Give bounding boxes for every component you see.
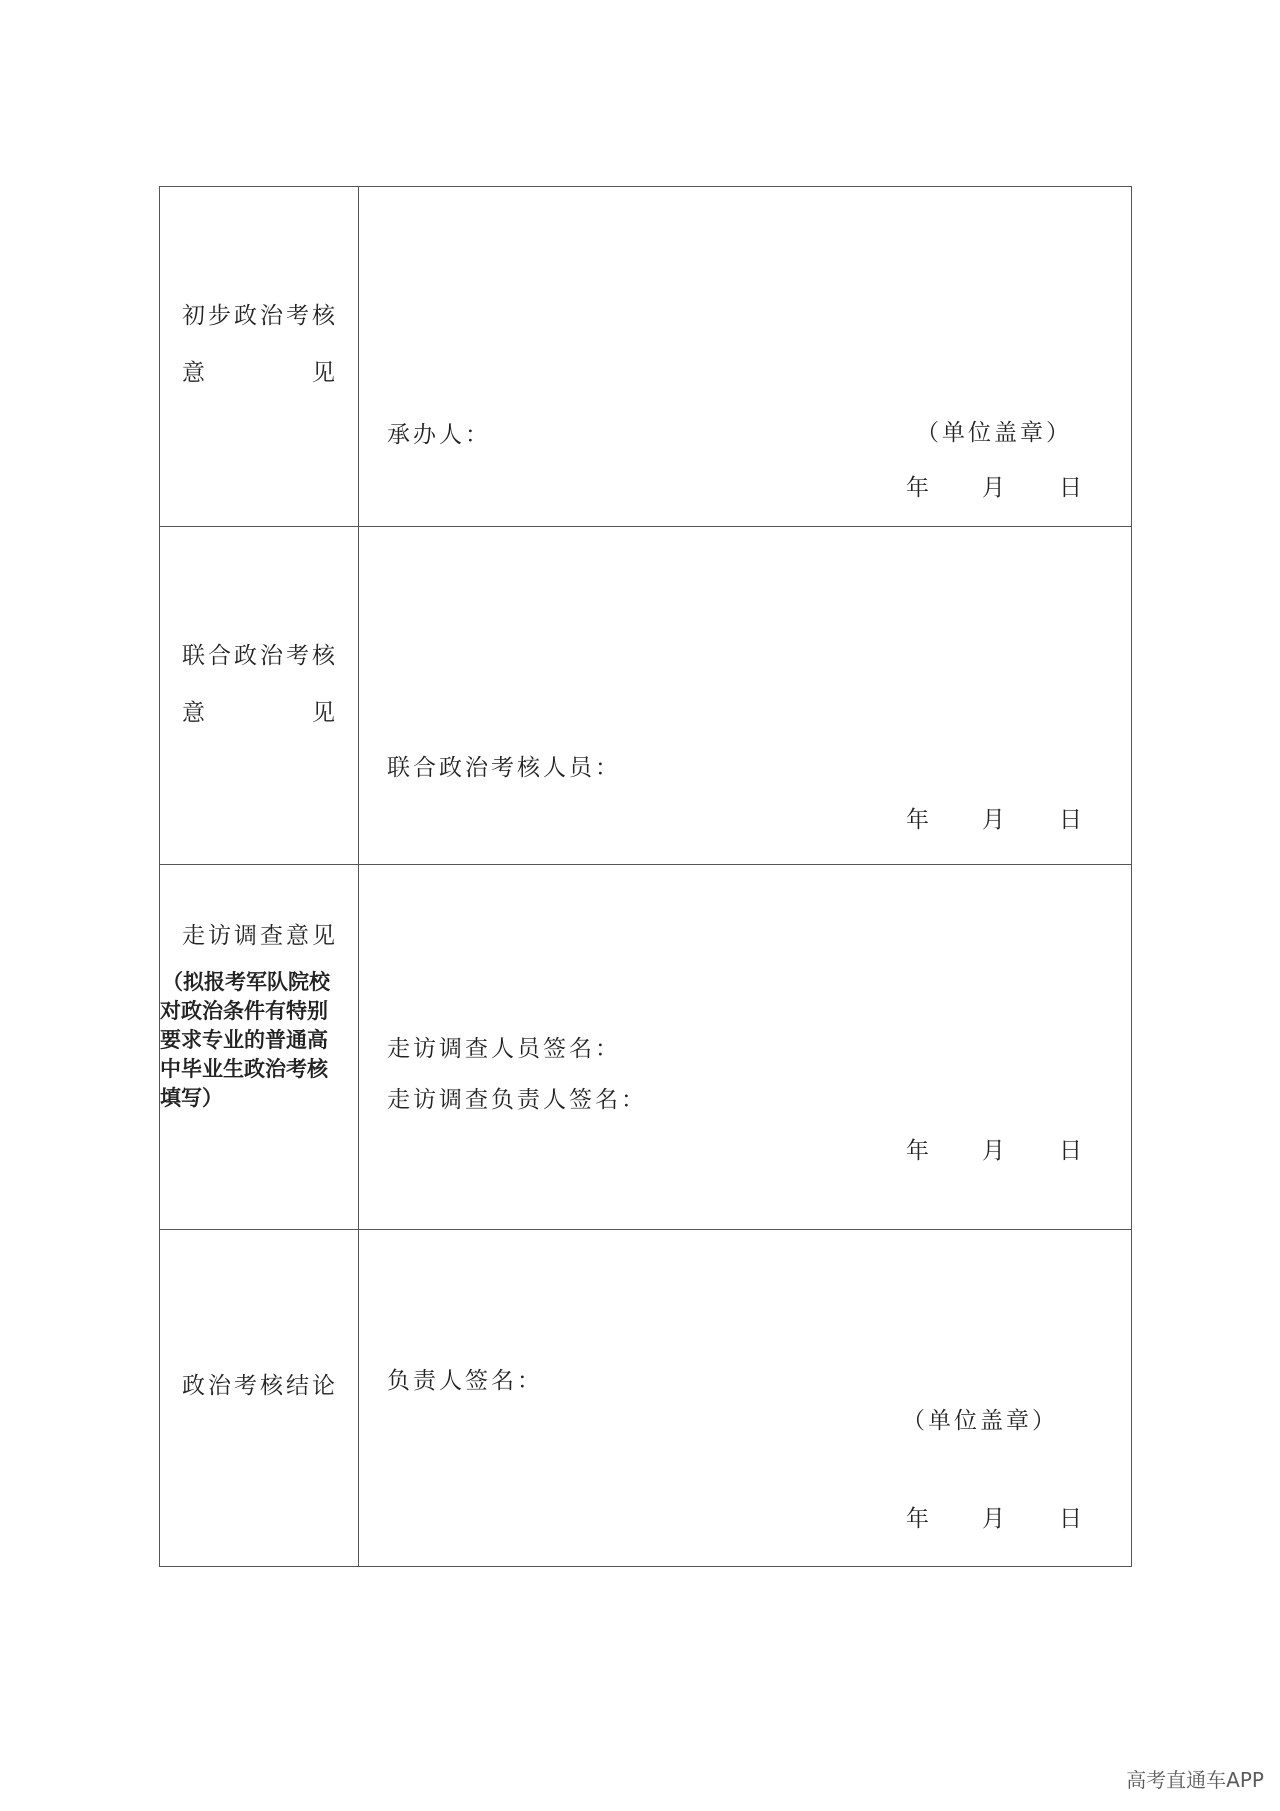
date-month-label: 月 (982, 475, 1008, 501)
date-month-label: 月 (982, 1506, 1008, 1532)
label-opinion-yi: 意 (182, 700, 208, 726)
date-day-label: 日 (1059, 475, 1085, 501)
unit-seal-label: （单位盖章） (916, 420, 1072, 446)
date-year-label: 年 (906, 475, 932, 501)
date-day-label: 日 (1059, 1506, 1085, 1532)
unit-seal-label: （单位盖章） (902, 1408, 1058, 1434)
app-watermark: 高考直通车APP (1126, 1768, 1264, 1792)
visitor-sign-label: 走访调查人员签名： (387, 1036, 621, 1062)
row-joint-political-review (160, 527, 1131, 865)
label-opinion-yi: 意 (182, 360, 208, 386)
date-month-label: 月 (982, 807, 1008, 833)
visit-lead-sign-label: 走访调查负责人签名： (387, 1087, 647, 1113)
label-cell-initial-review (160, 187, 359, 526)
row-visit-investigation (160, 865, 1131, 1230)
content-cell-visit-investigation[interactable] (359, 865, 1131, 1229)
joint-reviewer-label: 联合政治考核人员： (387, 755, 621, 781)
visit-note-line-2: 对政治条件有特别 (160, 999, 328, 1023)
lead-sign-label: 负责人签名： (387, 1368, 543, 1394)
political-review-form-table (159, 186, 1132, 1567)
date-year-label: 年 (906, 1506, 932, 1532)
label-cell-conclusion (160, 1230, 359, 1566)
label-cell-visit-investigation (160, 865, 359, 1229)
content-cell-joint-review[interactable] (359, 527, 1131, 864)
label-initial-review-title: 初步政治考核 (182, 303, 338, 329)
date-year-label: 年 (906, 807, 932, 833)
row-political-review-conclusion (160, 1230, 1131, 1566)
row-initial-political-review (160, 187, 1131, 527)
date-year-label: 年 (906, 1138, 932, 1164)
visit-note-line-4: 中毕业生政治考核 (160, 1057, 328, 1081)
visit-note-line-1: （拟报考军队院校 (162, 970, 330, 994)
label-visit-investigation-title: 走访调查意见 (182, 923, 338, 949)
date-day-label: 日 (1059, 807, 1085, 833)
handler-label: 承办人： (387, 422, 491, 448)
date-day-label: 日 (1059, 1138, 1085, 1164)
label-cell-joint-review (160, 527, 359, 864)
date-month-label: 月 (982, 1138, 1008, 1164)
label-opinion-jian: 见 (312, 700, 338, 726)
label-joint-review-title: 联合政治考核 (182, 643, 338, 669)
label-conclusion-title: 政治考核结论 (182, 1373, 338, 1399)
content-cell-conclusion[interactable] (359, 1230, 1131, 1566)
visit-note-line-3: 要求专业的普通高 (160, 1028, 328, 1052)
visit-note-line-5: 填写） (160, 1086, 223, 1110)
content-cell-initial-review[interactable] (359, 187, 1131, 526)
label-opinion-jian: 见 (312, 360, 338, 386)
